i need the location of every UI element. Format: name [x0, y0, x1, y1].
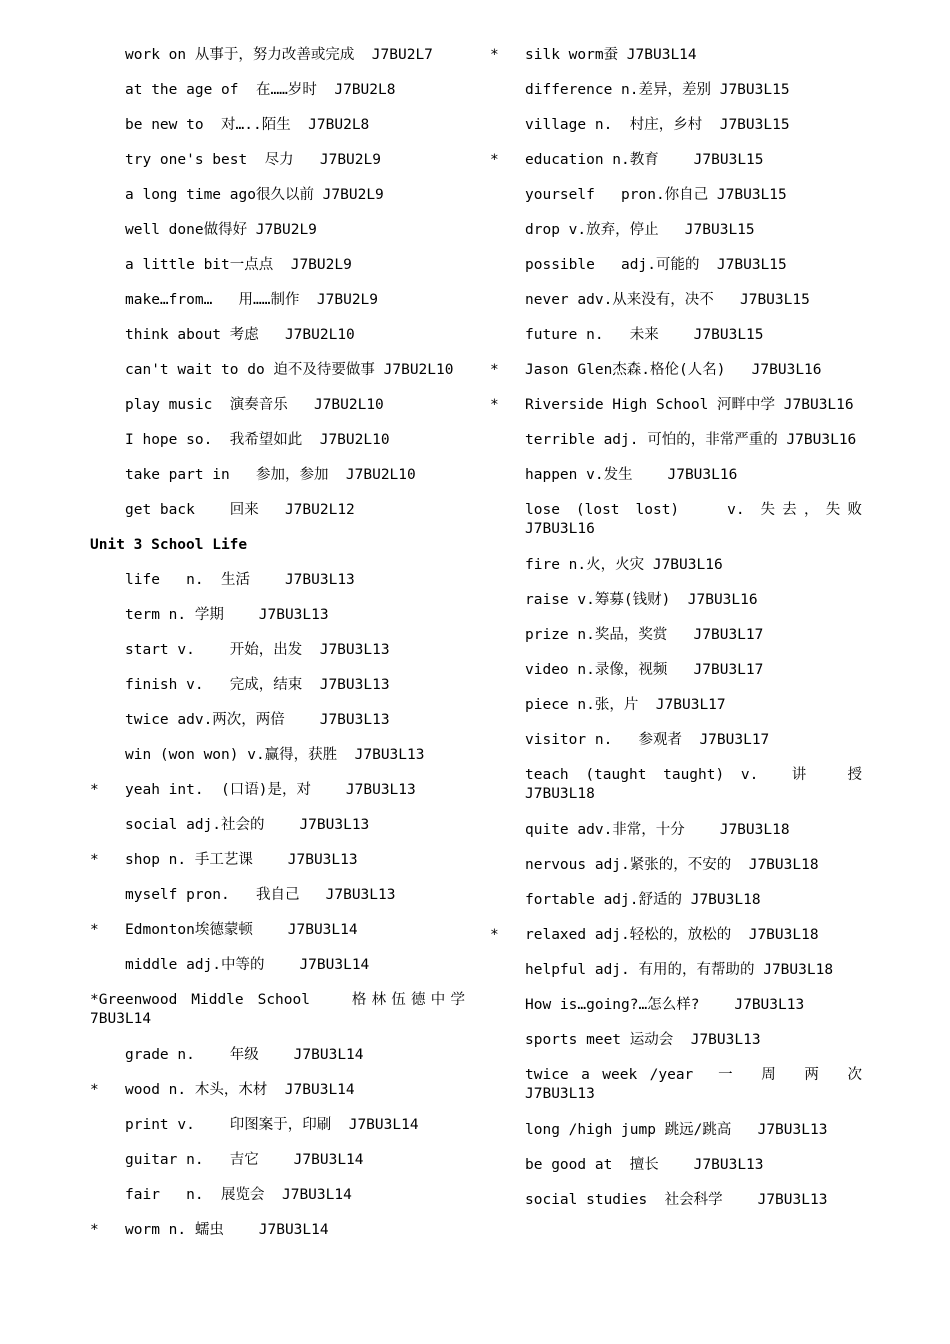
vocab-entry-text: possible adj.可能的 J7BU3L15 [525, 257, 787, 273]
vocab-entry [90, 1046, 465, 1081]
vocab-entry-text: grade n. 年级 J7BU3L14 [125, 1047, 364, 1063]
vocab-entry [90, 186, 465, 221]
vocab-entry-text: a little bit一点点 J7BU2L9 [125, 257, 352, 273]
vocab-entry-text: sports meet 运动会 J7BU3L13 [525, 1032, 761, 1048]
key-word-marker: * [90, 852, 99, 868]
vocab-entry-text: well done做得好 J7BU2L9 [125, 222, 317, 238]
vocab-entry-text: yourself pron.你自己 J7BU3L15 [525, 187, 787, 203]
vocab-entry-text: at the age of 在……岁时 J7BU2L8 [125, 82, 396, 98]
vocab-entry-text: education n.教育 J7BU3L15 [525, 152, 764, 168]
vocab-entry [90, 816, 465, 851]
vocab-entry [90, 116, 465, 151]
vocab-entry-text: shop n. 手工艺课 J7BU3L13 [125, 852, 358, 868]
vocab-entry [90, 746, 465, 781]
vocab-entry-text: prize n.奖品，奖赏 J7BU3L17 [525, 627, 764, 643]
vocab-entry-text: myself pron. 我自己 J7BU3L13 [125, 887, 396, 903]
vocab-entry [490, 961, 862, 996]
vocab-entry-text: twice adv.两次，两倍 J7BU3L13 [125, 712, 390, 728]
vocab-entry [90, 361, 465, 396]
vocab-entry-text: silk worm蚕 J7BU3L14 [525, 47, 697, 63]
vocab-entry [90, 221, 465, 256]
vocab-entry-text: take part in 参加，参加 J7BU2L10 [125, 467, 416, 483]
vocab-entry [490, 361, 862, 396]
vocab-entry-text: social adj.社会的 J7BU3L13 [125, 817, 370, 833]
vocab-entry-text: twice a week /year 一 周 两 次 J7BU3L13 [525, 1067, 871, 1102]
vocab-entry-text: nervous adj.紧张的，不安的 J7BU3L18 [525, 857, 819, 873]
vocab-entry [490, 926, 862, 961]
vocab-entry [490, 766, 871, 821]
vocab-entry [490, 116, 862, 151]
vocab-entry [490, 626, 862, 661]
vocab-entry [490, 501, 871, 556]
vocab-entry-text: terrible adj. 可怕的，非常严重的 J7BU3L16 [525, 432, 857, 448]
vocab-entry-text: finish v. 完成，结束 J7BU3L13 [125, 677, 390, 693]
vocab-entry-text: a long time ago很久以前 J7BU2L9 [125, 187, 384, 203]
vocab-entry-text: make…from… 用……制作 J7BU2L9 [125, 292, 379, 308]
vocab-entry [490, 151, 862, 186]
vocab-entry [90, 606, 465, 641]
vocab-entry-text: try one's best 尽力 J7BU2L9 [125, 152, 381, 168]
vocab-entry-text: start v. 开始，出发 J7BU3L13 [125, 642, 390, 658]
vocab-entry [490, 291, 862, 326]
vocab-entry [490, 1191, 862, 1226]
vocab-entry-text: lose (lost lost) v. 失去，失败 J7BU3L16 [525, 502, 871, 537]
vocab-entry-text: social studies 社会科学 J7BU3L13 [525, 1192, 828, 1208]
key-word-marker: * [490, 47, 499, 63]
vocab-entry [90, 291, 465, 326]
vocab-entry-text: relaxed adj.轻松的，放松的 J7BU3L18 [525, 927, 819, 943]
key-word-marker: * [90, 1082, 99, 1098]
vocab-entry-text: print v. 印图案于，印刷 J7BU3L14 [125, 1117, 419, 1133]
vocab-entry-text: wood n. 木头，木材 J7BU3L14 [125, 1082, 355, 1098]
vocab-entry [490, 46, 862, 81]
vocab-entry-text: drop v.放弃，停止 J7BU3L15 [525, 222, 755, 238]
vocab-entry [90, 781, 465, 816]
vocab-entry-text: long /high jump 跳远/跳高 J7BU3L13 [525, 1122, 828, 1138]
vocab-entry-text: video n.录像，视频 J7BU3L17 [525, 662, 764, 678]
vocab-entry [90, 991, 474, 1046]
vocab-entry [490, 891, 862, 926]
vocab-entry [490, 1121, 862, 1156]
vocab-entry [490, 556, 862, 591]
vocab-entry-text: life n. 生活 J7BU3L13 [125, 572, 355, 588]
vocab-entry-text: never adv.从来没有，决不 J7BU3L15 [525, 292, 810, 308]
vocab-entry [490, 256, 862, 291]
vocab-entry-text: happen v.发生 J7BU3L16 [525, 467, 738, 483]
vocab-entry-text: visitor n. 参观者 J7BU3L17 [525, 732, 770, 748]
vocab-entry [90, 1186, 465, 1221]
vocab-entry [90, 1116, 465, 1151]
vocab-entry-text: fortable adj.舒适的 J7BU3L18 [525, 892, 761, 908]
vocab-entry [90, 46, 465, 81]
vocab-entry-text: think about 考虑 J7BU2L10 [125, 327, 355, 343]
vocab-entry-text: How is…going?…怎么样? J7BU3L13 [525, 997, 805, 1013]
vocab-entry [490, 731, 862, 766]
vocab-entry-text: be good at 擅长 J7BU3L13 [525, 1157, 764, 1173]
vocab-entry-text: village n. 村庄，乡村 J7BU3L15 [525, 117, 790, 133]
vocab-entry [90, 921, 465, 956]
vocab-entry [90, 851, 465, 886]
vocab-entry [90, 886, 465, 921]
vocab-entry [490, 661, 862, 696]
vocab-entry-text: yeah int. (口语)是，对 J7BU3L13 [125, 782, 416, 798]
vocab-entry [90, 466, 465, 501]
vocab-entry [490, 1031, 862, 1066]
vocab-entry-text: raise v.筹募(钱财) J7BU3L16 [525, 592, 758, 608]
vocab-entry [90, 151, 465, 186]
vocab-entry [490, 856, 862, 891]
vocab-entry-text: play music 演奏音乐 J7BU2L10 [125, 397, 384, 413]
vocabulary-column-left [90, 46, 474, 1256]
vocab-entry [90, 1151, 465, 1186]
vocab-entry-text: term n. 学期 J7BU3L13 [125, 607, 329, 623]
vocab-entry [490, 431, 862, 466]
vocab-entry [90, 1081, 465, 1116]
vocab-entry-text: can't wait to do 迫不及待要做事 J7BU2L10 [125, 362, 454, 378]
key-word-marker: * [90, 782, 99, 798]
vocab-entry [490, 1066, 871, 1121]
vocab-entry [490, 996, 862, 1031]
vocab-entry-text: helpful adj. 有用的，有帮助的 J7BU3L18 [525, 962, 834, 978]
vocab-entry [490, 186, 862, 221]
vocab-entry [90, 641, 465, 676]
vocab-entry-text: worm n. 蠕虫 J7BU3L14 [125, 1222, 329, 1238]
vocab-entry [90, 571, 465, 606]
vocab-entry-text: Jason Glen杰森.格伦(人名) J7BU3L16 [525, 362, 822, 378]
unit-heading: Unit 3 School Life [90, 537, 248, 553]
vocab-entry-text: work on 从事于，努力改善或完成 J7BU2L7 [125, 47, 433, 63]
vocab-entry [490, 81, 862, 116]
vocab-entry-text: guitar n. 吉它 J7BU3L14 [125, 1152, 364, 1168]
vocab-entry [490, 821, 862, 856]
vocab-entry [90, 431, 465, 466]
key-word-marker: * [490, 397, 499, 413]
key-word-marker: * [90, 922, 99, 938]
vocab-entry-text: future n. 未来 J7BU3L15 [525, 327, 764, 343]
vocab-entry-text: teach (taught taught) v. 讲 授 J7BU3L18 [525, 767, 871, 802]
key-word-marker: * [490, 927, 499, 943]
vocab-entry [90, 1221, 465, 1256]
vocab-entry-text: middle adj.中等的 J7BU3L14 [125, 957, 370, 973]
vocab-entry [90, 711, 465, 746]
vocab-entry-text: fair n. 展览会 J7BU3L14 [125, 1187, 352, 1203]
key-word-marker: * [90, 1222, 99, 1238]
vocab-entry-text: quite adv.非常，十分 J7BU3L18 [525, 822, 790, 838]
vocab-entry [90, 256, 465, 291]
vocab-entry [490, 221, 862, 256]
vocab-entry [90, 326, 465, 361]
vocab-entry [490, 696, 862, 731]
vocab-entry-text: fire n.火，火灾 J7BU3L16 [525, 557, 723, 573]
vocab-entry [490, 396, 862, 431]
vocab-entry [490, 1156, 862, 1191]
vocab-entry-text: difference n.差异，差别 J7BU3L15 [525, 82, 790, 98]
vocabulary-column-right [490, 46, 871, 1226]
vocab-entry [90, 396, 465, 431]
vocab-entry-text: Edmonton埃德蒙顿 J7BU3L14 [125, 922, 358, 938]
vocab-entry-text: be new to 对…..陌生 J7BU2L8 [125, 117, 370, 133]
vocab-entry-text: piece n.张，片 J7BU3L17 [525, 697, 726, 713]
vocab-entry-text: get back 回来 J7BU2L12 [125, 502, 355, 518]
vocab-entry [90, 81, 465, 116]
vocab-entry [90, 676, 465, 711]
vocab-entry [490, 466, 862, 501]
vocab-entry [90, 956, 465, 991]
key-word-marker: * [490, 362, 499, 378]
vocab-entry-text: Riverside High School 河畔中学 J7BU3L16 [525, 397, 854, 413]
vocab-entry-text: win (won won) v.赢得，获胜 J7BU3L13 [125, 747, 425, 763]
vocab-entry-text: *Greenwood Middle School 格林伍德中学 7BU3L14 [90, 992, 474, 1027]
vocab-entry [90, 501, 465, 536]
key-word-marker: * [490, 152, 499, 168]
vocab-entry [490, 326, 862, 361]
vocab-entry-text: I hope so. 我希望如此 J7BU2L10 [125, 432, 390, 448]
vocab-entry [490, 591, 862, 626]
